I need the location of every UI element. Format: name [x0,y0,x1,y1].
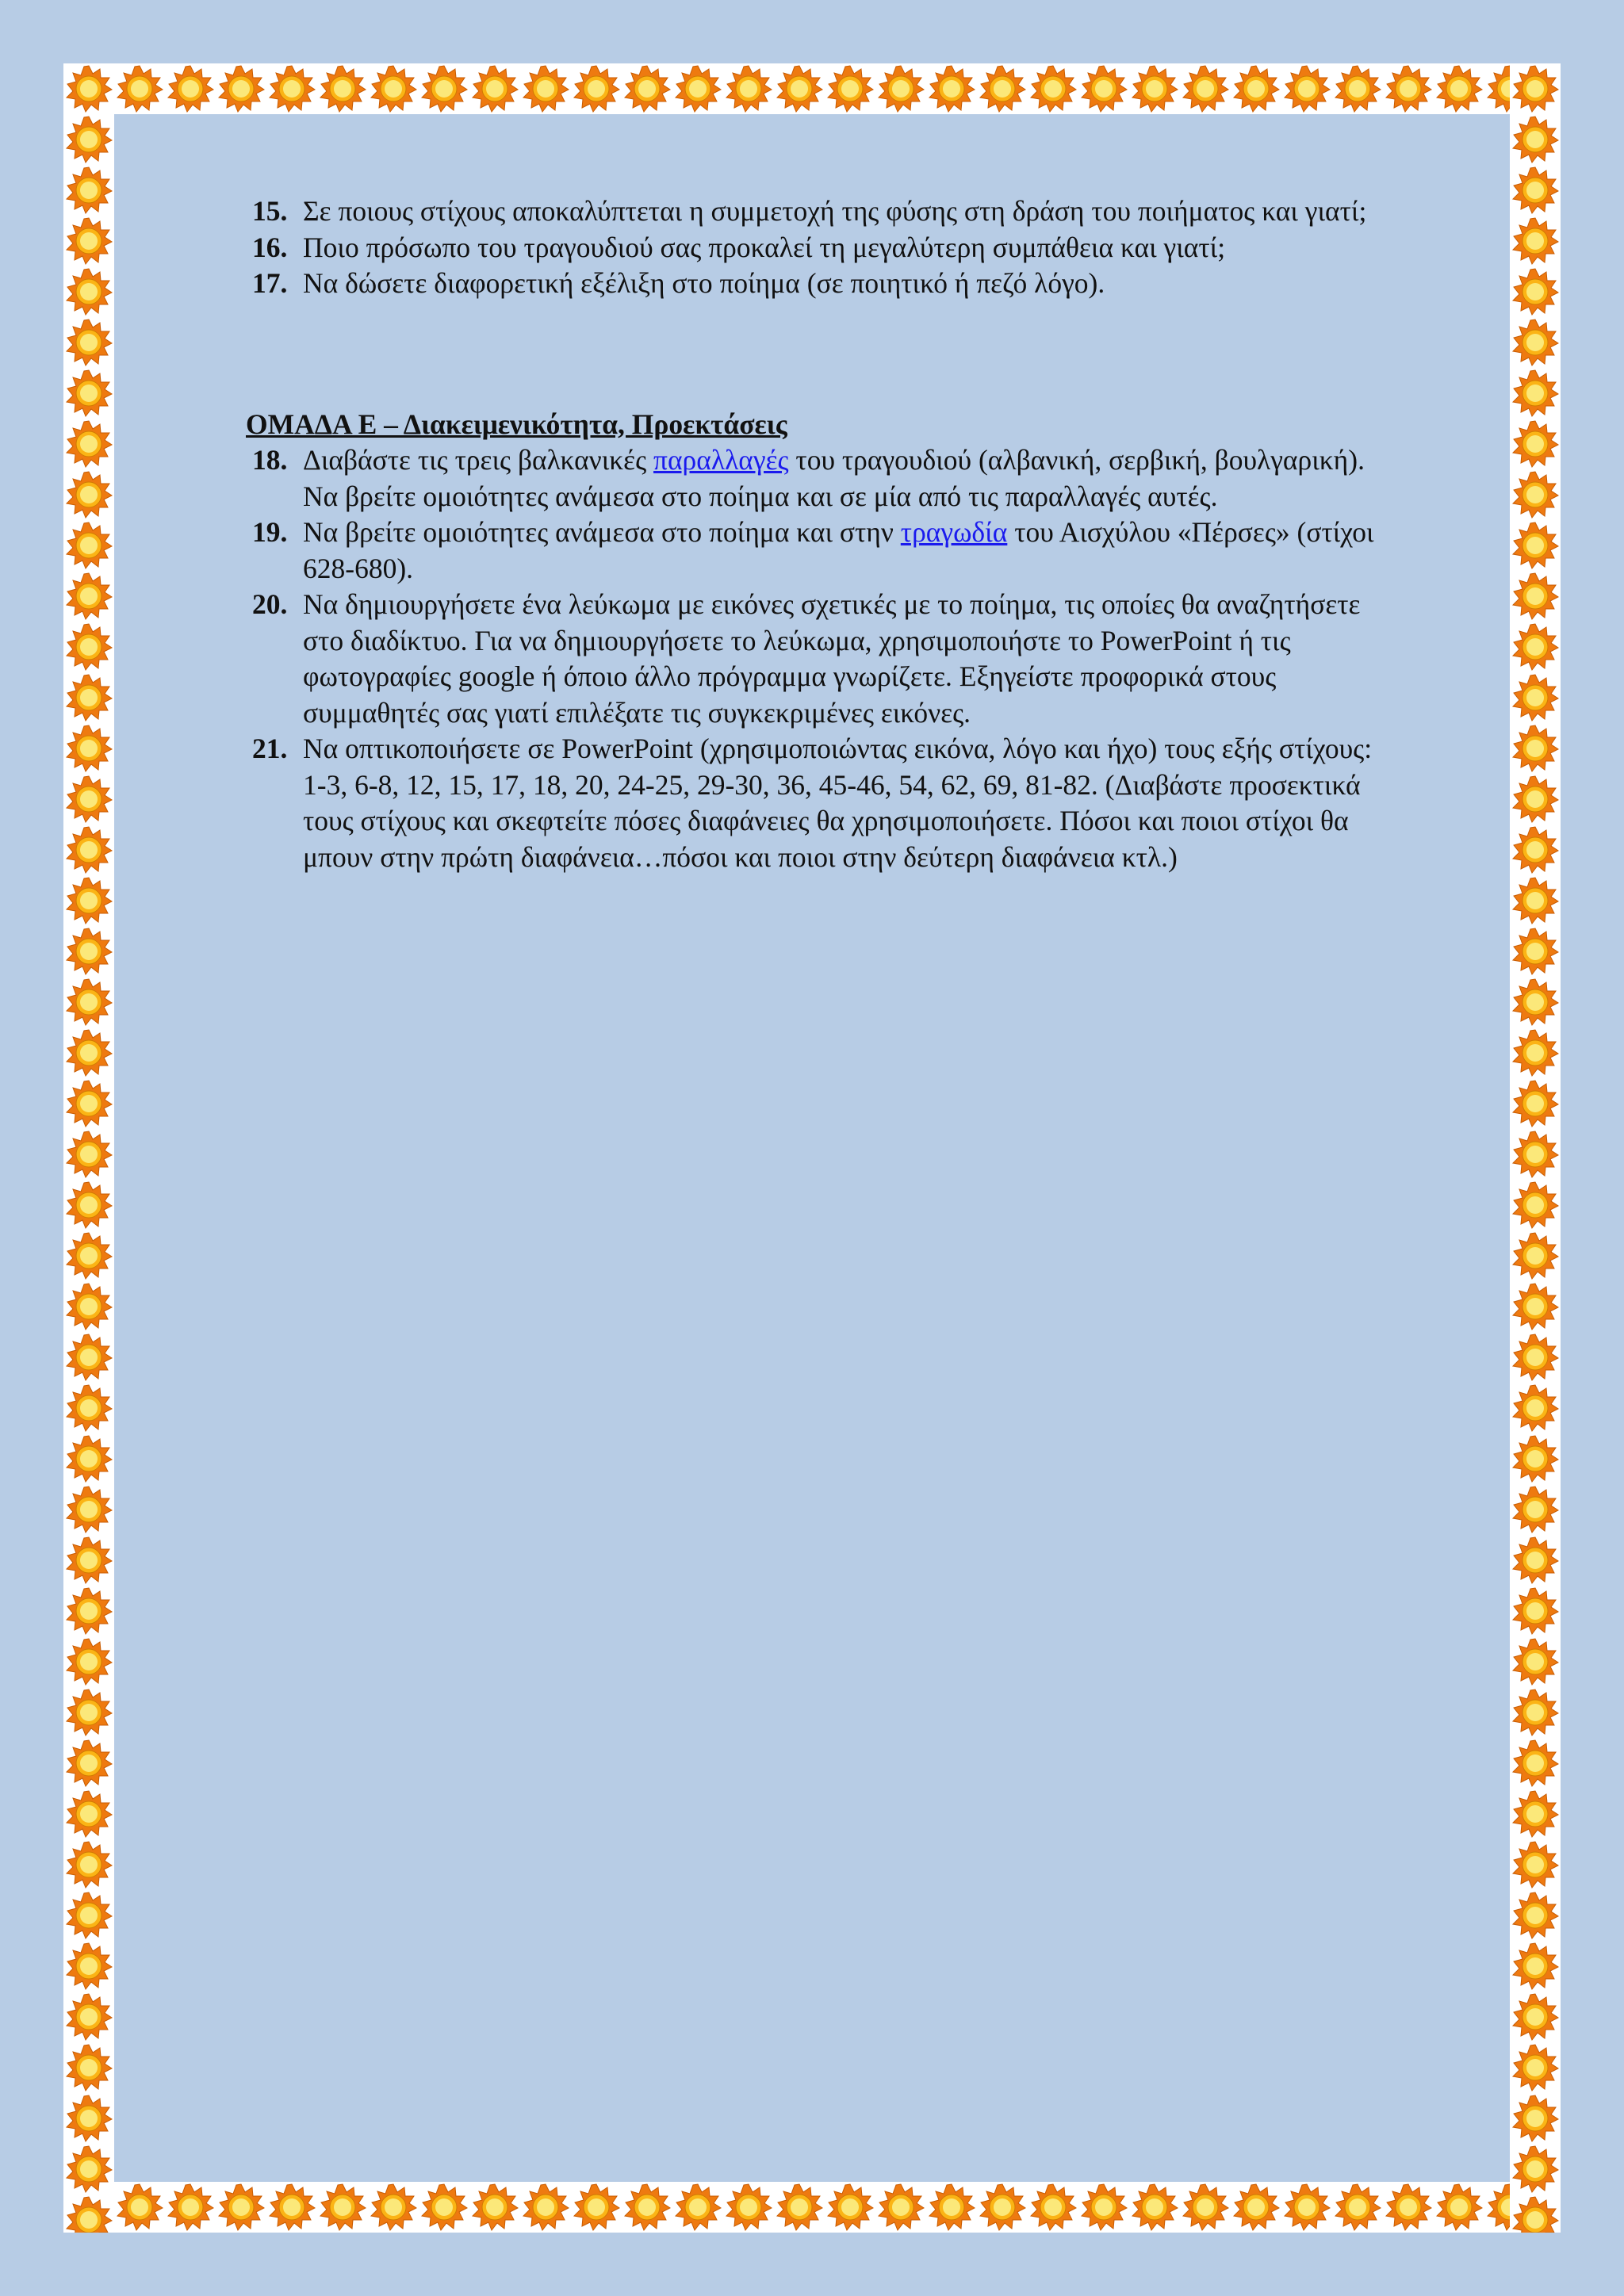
question-text-before-link: Να βρείτε ομοιότητες ανάμεσα στο ποίημα και στην [303,516,901,548]
question-number: 18. [252,444,288,476]
sun-border-top [63,63,1561,114]
question-text: Ποιο πρόσωπο του τραγουδιού σας προκαλεί τη μεγαλύτερη συμπάθεια και γιατί; [303,231,1226,263]
question-number: 15. [252,195,288,227]
question-number: 17. [252,267,288,299]
document-body [246,193,1380,875]
question-20 [246,587,1380,731]
question-number: 21. [252,733,288,764]
variations-link[interactable]: παραλλαγές [653,444,789,476]
question-number: 20. [252,588,288,620]
question-text: Να οπτικοποιήσετε σε PowerPoint (χρησιμοποιώντας εικόνα, λόγο και ήχο) τους εξής στίχους: 1-3, 6-8, 12, 15, 17, 18, 20, 24-25, 29-30, 36, 45-46, 54, 62, 69, 81-82. (Διαβάστε προσεκτικά τους στίχους και σκεφτείτε πόσες διαφάνειες θα χρησιμοποιήσετε. Πόσοι και ποιοι στίχοι θα μπουν στην πρώτη διαφάνεια…πόσοι και ποιοι στην δεύτερη διαφάνεια κτλ.) [303,733,1373,873]
question-text: Σε ποιους στίχους αποκαλύπτεται η συμμετοχή της φύσης στη δράση του ποιήματος και γιατί; [303,195,1367,227]
question-19 [246,515,1380,587]
question-text-after-link: του τραγουδιού (αλβανική, σερβική, βουλγαρική). Να βρείτε ομοιότητες ανάμεσα στο ποίημα και σε μία από τις παραλλαγές αυτές. [303,444,1365,512]
tragedy-link[interactable]: τραγωδία [900,516,1008,548]
sun-border-left [63,63,114,2233]
question-15 [246,193,1380,230]
question-18 [246,442,1380,515]
question-text: Να δώσετε διαφορετική εξέλιξη στο ποίημα (σε ποιητικό ή πεζό λόγο). [303,267,1105,299]
question-number: 16. [252,231,288,263]
question-text-before-link: Διαβάστε τις τρεις βαλκανικές [303,444,654,476]
question-text [303,444,1365,512]
question-number: 19. [252,516,288,548]
question-text [303,516,1374,584]
sun-border-right [1510,63,1561,2233]
section-heading: ΟΜΑΔΑ Ε – Διακειμενικότητα, Προεκτάσεις [246,408,787,440]
question-text-after-link: του Αισχύλου «Πέρσες» (στίχοι 628-680). [303,516,1374,584]
question-text: Να δημιουργήσετε ένα λεύκωμα με εικόνες σχετικές με το ποίημα, τις οποίες θα αναζητήσετε στο διαδίκτυο. Για να δημιουργήσετε το λεύκωμα, χρησιμοποιήστε το PowerPoint ή τις φωτογραφίες google ή όποιο άλλο πρόγραμμα γνωρίζετε. Εξηγείστε προφορικά στους συμμαθητές σας γιατί επιλέξατε τις συγκεκριμένες εικόνες. [303,588,1361,729]
question-17 [246,266,1380,302]
sun-border-bottom [63,2182,1561,2233]
question-21 [246,731,1380,875]
question-16 [246,230,1380,266]
